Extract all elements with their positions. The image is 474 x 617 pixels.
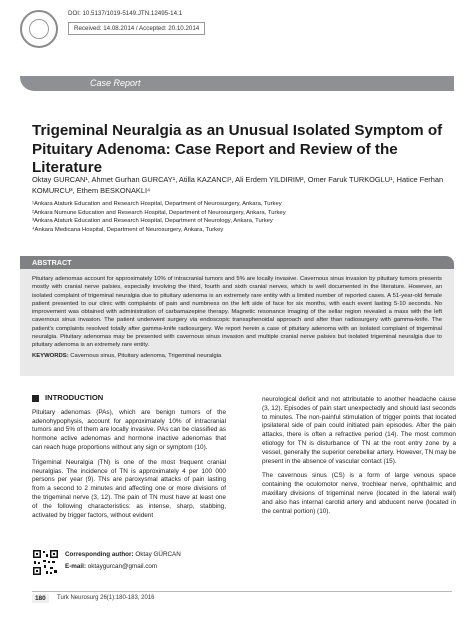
- journal-citation: Turk Neurosurg 26(1):180-183, 2016: [57, 595, 155, 601]
- keywords-line: [32, 352, 442, 360]
- intro-heading-text: INTRODUCTION: [45, 393, 104, 402]
- email-line: [65, 563, 157, 570]
- left-column: [32, 394, 226, 526]
- keywords-text: Cavernous sinus, Pituitary adenoma, Trigeminal neuralgia: [70, 352, 222, 359]
- article-type-label: Case Report: [90, 78, 141, 88]
- affiliations: [32, 200, 452, 234]
- affiliation-item: ³Ankara Ataturk Education and Research Hospital, Department of Neurology, Ankara, Turkey: [32, 218, 273, 225]
- journal-seal-logo: [20, 10, 58, 48]
- abstract-box: [20, 269, 454, 376]
- intro-paragraph: The cavernous sinus (CS) is a form of large venous space containing the oculomotor nerve, trochlear nerve, ophthalmic and maxillary divisions of trigeminal nerve (located in the lateral wall) and also has internal carotid artery and abducent nerve (located in the central portion) (10).: [262, 472, 456, 515]
- correspondence-block: [32, 549, 452, 577]
- received-accepted-dates: Received: 14.08.2014 / Accepted: 20.10.2014: [68, 22, 205, 35]
- abstract-text: Pituitary adenomas account for approximately 10% of intracranial tumors and 5% are locally invasive. Cavernous sinus invasion by pituitary tumors presents mostly with cranial nerve palsies, especially involving the third, fourth and sixth cranial nerves, which is well documented in the literature. However, an isolated complaint of trigeminal neuralgia due to pituitary adenoma is an extremely rare entity with a limited number of reported cases. A 51-year-old female patient presented to our clinic with complaints of pain and numbness on the left side of face for six months, with each event lasting 5-10 seconds. No improvement was obtained with administration of carbamazepine therapy. Magnetic resonance imaging of the sellar region revealed a mass with the left cavernous sinus invasion. The patient underwent surgery via endoscopic transsphenoidal approach and after than radiosurgery with gamma-knife. The patient's complaints resolved totally after gamma-knife radiosurgery. We report herein a case of pituitary adenoma with an isolated complaint of trigeminal neuralgia. Pituitary adenomas may be presented with cavernous sinus invasion and multiple cranial nerve palsies but isolated trigeminal neuralgia due to pituitary adenoma is an extremely rare entity.: [32, 276, 442, 349]
- abstract-heading: ABSTRACT: [32, 258, 72, 267]
- email-link[interactable]: oktaygurcan@gmail.com: [87, 563, 158, 570]
- corresponding-author-line: [65, 551, 181, 558]
- email-label: E-mail:: [65, 563, 86, 570]
- keywords-label: KEYWORDS:: [32, 352, 69, 359]
- intro-paragraph: Trigeminal Neuralgia (TN) is one of the most frequent cranial neuralgias. The incidence of TN is approximately 4 per 100 000 persons per year (9). TNs are paroxysmal attacks of pain lasting from a second to 2 minutes and affecting one or more divisions of the trigeminal nerve (3, 12). The pain of TN must have at least one of the following characteristics: as intense, sharp, stabbing, activated by trigger factors, without evident: [32, 458, 226, 519]
- page-number: 180: [32, 594, 49, 603]
- affiliation-item: ¹Ankara Ataturk Education and Research Hospital, Department of Neurosurgery, Ankara, Turkey: [32, 201, 282, 207]
- article-title: Trigeminal Neuralgia as an Unusual Isolated Symptom of Pituitary Adenoma: Case Report and Review of the Literature: [32, 122, 443, 176]
- intro-heading: [32, 394, 226, 403]
- section-square-icon: [32, 395, 39, 402]
- footer-divider: [32, 591, 452, 592]
- author-list: Oktay GURCAN¹, Ahmet Gurhan GURCAY¹, Atilla KAZANCI¹, Ali Erdem YILDIRIM², Omer Faruk TURKOGLU¹, Hatice Ferhan KOMURCU³, Ethem BESKONAKLI⁴: [32, 175, 444, 195]
- doi-line[interactable]: DOI: 10.5137/1019-5149.JTN.12495-14.1: [68, 10, 183, 17]
- corresponding-author-label: Corresponding author:: [65, 551, 134, 558]
- qr-code-icon: [32, 549, 59, 576]
- intro-paragraph: Pituitary adenomas (PAs), which are benign tumors of the adenohypophysis, account for approximately 10% of intracranial tumors and 5% of them are locally invasive. PAs can be classified as hormone active adenomas and hormone inactive adenomas that can reach huge proportions without any sign or symptom (10).: [32, 408, 226, 451]
- corresponding-author-name: Oktay GÜRCAN: [135, 551, 181, 558]
- page-footer: [32, 594, 452, 604]
- affiliation-item: ²Ankara Numune Education and Research Hospital, Department of Neurosurgery, Ankara, Turkey: [32, 209, 286, 216]
- abstract-header: [20, 256, 454, 269]
- intro-paragraph: neurological deficit and not attributable to another headache cause (3, 12). Episodes of pain start unexpectedly and should last seconds to minutes. The non-painful stimulation of trigger points that located ipsilateral side of pain could initiated pain episodes. After the pain attacks, there is often a refractive period (14). The most common etiology for TN is disturbance of TN at the root entry zone by a vessel, generally the superior cerebellar artery. However, TN may be present in the absence of vascular contact (15).: [262, 396, 456, 465]
- right-column: [262, 396, 456, 522]
- article-type-banner: [20, 76, 454, 91]
- affiliation-item: ⁴Ankara Medicana Hospital, Department of Neurosurgery, Ankara, Turkey: [32, 226, 224, 233]
